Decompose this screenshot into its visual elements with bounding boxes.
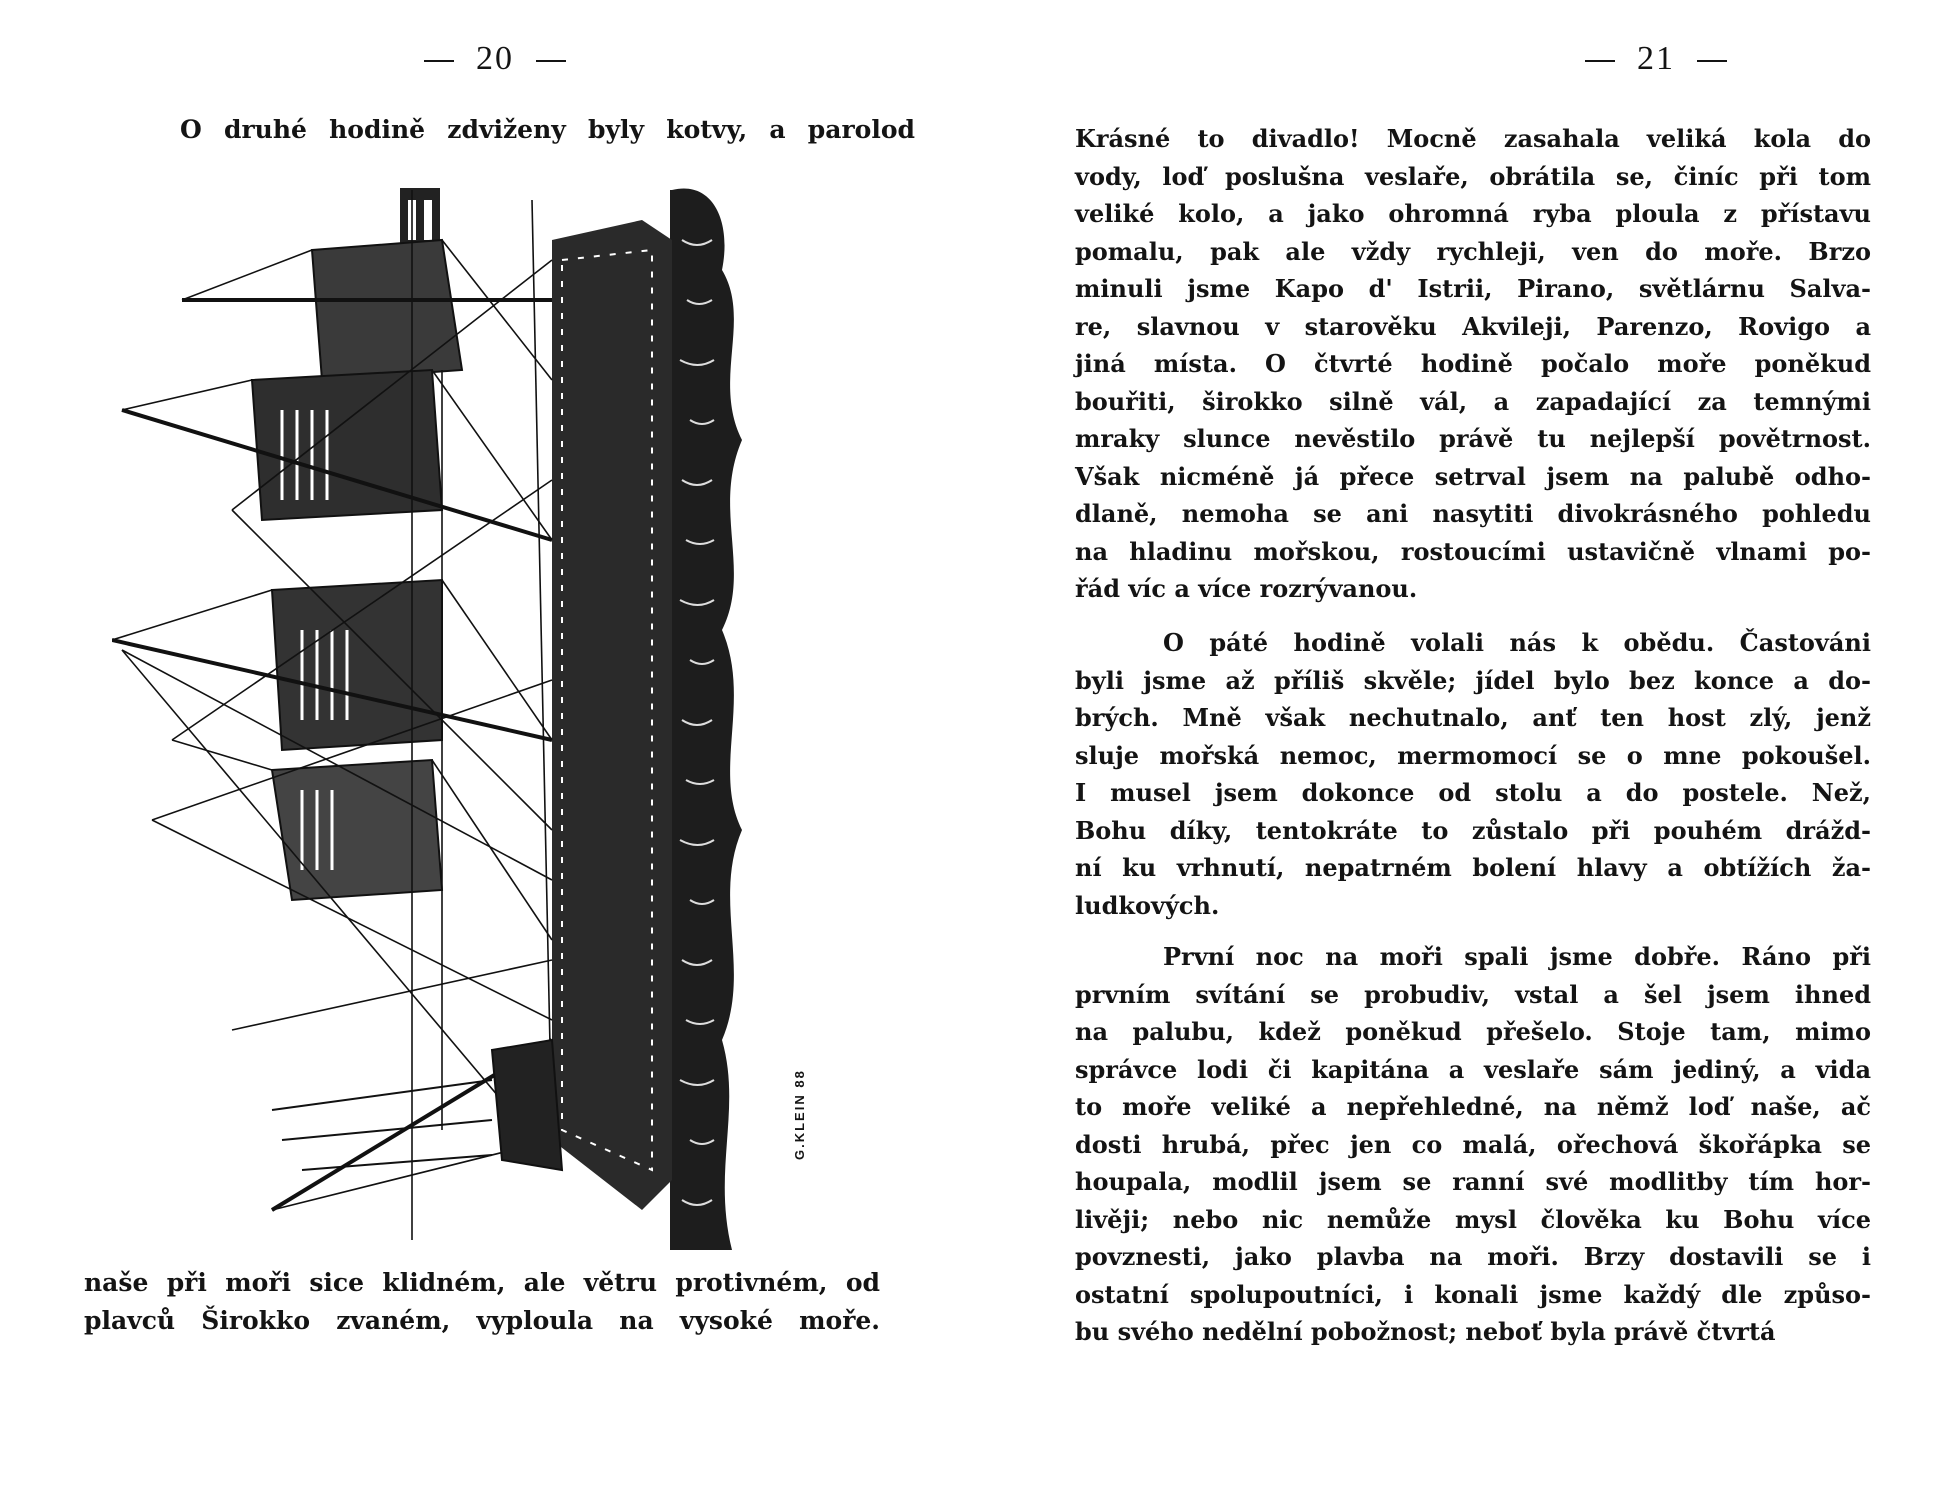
sea-waves — [672, 188, 742, 1250]
caption-bottom-line: naše při moři sice klidném, ale větru protivném, od — [84, 1268, 880, 1297]
paragraph — [1075, 624, 1871, 924]
text-line: ludkových. — [1075, 890, 1220, 920]
text-line: pomalu, pak ale vždy rychleji, ven do moře. Brzo — [1075, 236, 1871, 266]
text-line: O páté hodině volali nás k obědu. Častováni — [1163, 628, 1871, 657]
text-line: První noc na moři spali jsme dobře. Ráno při — [1163, 942, 1871, 971]
caption-top: O druhé hodině zdviženy byly kotvy, a parolod — [180, 115, 915, 144]
text-line: mraky slunce nevěstilo právě tu nejlepší povětrnost. — [1075, 424, 1871, 453]
text-line: minuli jsme Kapo d' Istrii, Pirano, světlárnu Salva- — [1075, 274, 1871, 303]
small-ship — [272, 1040, 562, 1170]
text-line: ostatní spolupoutníci, i konali jsme každý dle způso- — [1075, 1279, 1871, 1309]
text-line: Bohu díky, tentokráte to zůstalo při pouhém drážd- — [1075, 815, 1871, 845]
folio-dash — [1585, 60, 1615, 62]
funnel — [400, 188, 440, 248]
text-line: ní ku vrhnutí, nepatrném bolení hlavy a obtížích ža- — [1075, 853, 1871, 882]
text-line: jiná místa. O čtvrté hodině počalo moře poněkud — [1075, 349, 1871, 378]
ship-illustration — [112, 180, 882, 1260]
caption-bottom-line: plavců Širokko zvaném, vyploula na vysoké moře. — [84, 1306, 880, 1335]
text-line: veliké kolo, a jako ohromná ryba ploula z přístavu — [1075, 199, 1871, 228]
paragraph — [1075, 120, 1871, 608]
text-line: prvním svítání se probudiv, vstal a šel jsem ihned — [1075, 979, 1871, 1009]
folio-dash — [536, 60, 566, 62]
text-line: na hladinu mořskou, rostoucími ustavičně vlnami po- — [1075, 536, 1871, 566]
text-line: re, slavnou v starověku Akvileji, Parenzo, Rovigo a — [1075, 311, 1871, 341]
folio-dash — [1697, 60, 1727, 62]
text-line: Krásné to divadlo! Mocně zasahala veliká kola do — [1075, 124, 1871, 153]
text-line: byli jsme až příliš skvěle; jídel bylo bez konce a do- — [1075, 665, 1871, 695]
text-line: houpala, modlil jsem se ranní své modlitby tím hor- — [1075, 1167, 1871, 1196]
text-line: livěji; nebo nic nemůže mysl člověka ku Bohu více — [1075, 1204, 1871, 1234]
folio-text: 21 — [1637, 40, 1675, 77]
text-line: řád víc a více rozrývanou. — [1075, 574, 1418, 603]
folio-text: 20 — [476, 40, 514, 77]
text-line: Však nicméně já přece setrval jsem na palubě odho- — [1075, 461, 1871, 491]
text-line: správce lodi či kapitána a veslaře sám jediný, a vida — [1075, 1054, 1871, 1084]
illustration-signature: G.KLEIN 88 — [792, 1069, 807, 1160]
text-line: bouřiti, širokko silně vál, a zapadající za temnými — [1075, 386, 1871, 416]
text-line: I musel jsem dokonce od stolu a do postele. Než, — [1075, 778, 1871, 807]
text-line: vody, loď poslušna veslaře, obrátila se, činíc při tom — [1075, 161, 1871, 191]
folio-dash — [424, 60, 454, 62]
page-number-right — [683, 40, 1946, 78]
text-line: bu svého nedělní pobožnost; neboť byla právě čtvrtá — [1075, 1317, 1776, 1346]
text-line: dosti hrubá, přec jen co malá, ořechová škořápka se — [1075, 1129, 1871, 1159]
paragraph — [1075, 938, 1871, 1351]
sails — [252, 240, 462, 900]
text-line: sluje mořská nemoc, mermomocí se o mne pokoušel. — [1075, 740, 1871, 770]
ship-hull — [552, 220, 672, 1210]
text-line: dlaně, nemoha se ani nasytiti divokrásného pohledu — [1075, 499, 1871, 528]
text-line: to moře veliké a nepřehledné, na němž loď naše, ač — [1075, 1092, 1871, 1121]
text-line: brých. Mně však nechutnalo, anť ten host zlý, jenž — [1075, 703, 1871, 732]
text-line: povznesti, jako plavba na moři. Brzy dostavili se i — [1075, 1242, 1871, 1271]
text-line: na palubu, kdež poněkud přešelo. Stoje tam, mimo — [1075, 1017, 1871, 1046]
